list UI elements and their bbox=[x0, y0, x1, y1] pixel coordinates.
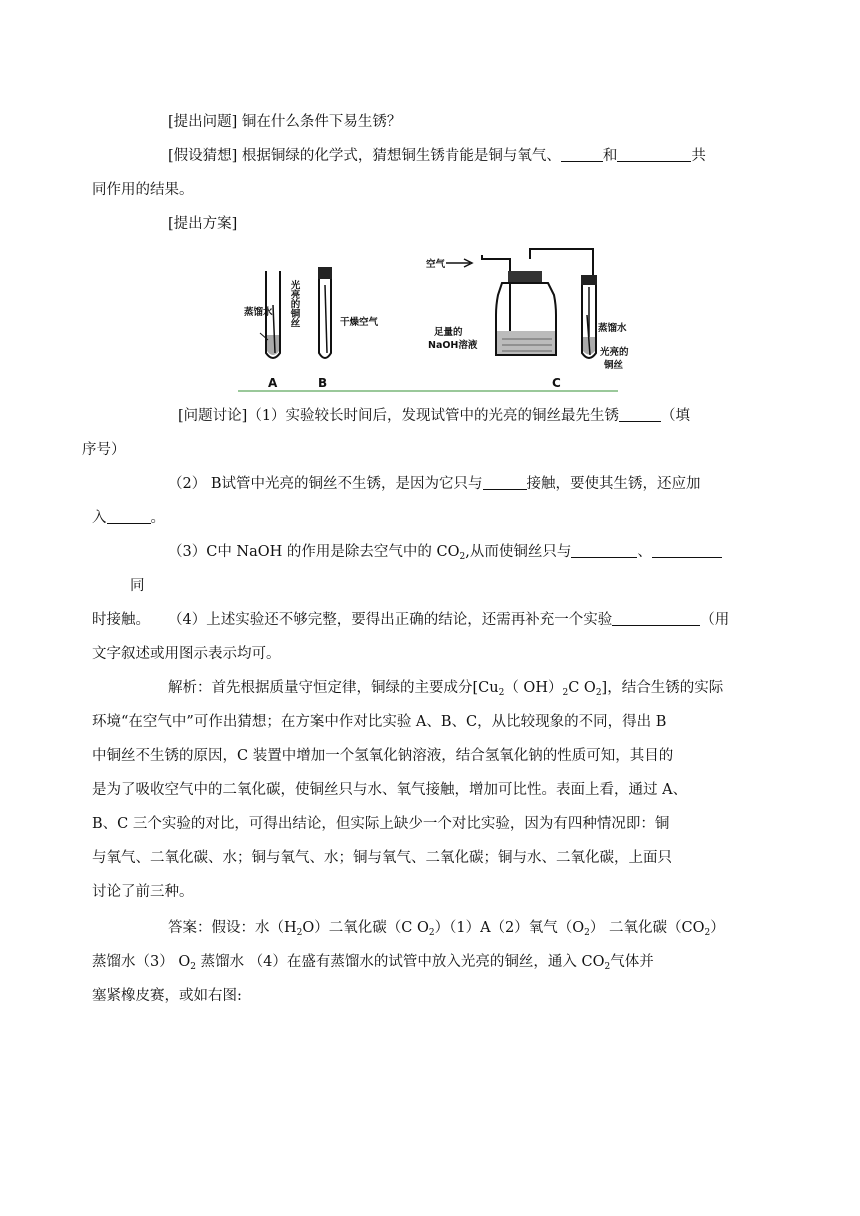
question-discussion-4: （4）上述实验还不够完整，要得出正确的结论，还需再补充一个实验 （用 文字叙述或用图示表示均可。 bbox=[130, 603, 730, 671]
blank-7 bbox=[652, 541, 722, 558]
label-copper-c-2: 铜丝 bbox=[604, 360, 624, 371]
question-problem: [提出问题] 铜在什么条件下易生锈？ bbox=[168, 114, 402, 130]
question-discussion-2: （2） B试管中光亮的铜丝不生锈，是因为它只与 接触，要使其生锈，还应加 入 。 bbox=[130, 467, 730, 535]
question-hypothesis: [假设猜想] 根据铜绿的化学式，猜想铜生锈肯能是铜与氧气、 和 共 同作用的结果。 bbox=[130, 139, 730, 207]
label-water-c: 蒸馏水 bbox=[598, 323, 627, 334]
question-discussion-1: [问题讨论]（1）实验较长时间后，发现试管中的光亮的铜丝最先生锈 （填 序号） bbox=[130, 399, 730, 467]
label-dry-air: 干燥空气 bbox=[340, 317, 379, 328]
blank-4 bbox=[483, 473, 527, 490]
answer-paragraph: 答案：假设：水$(H_2O)$二氧化碳（C $O_2)(1)A(2)$氧气$(O_2)$ 二氧化碳$(CO_2)$ 蒸馏水（3） $O_2$ 蒸馏水 （4）在盛有蒸馏水的试管中放入光亮的铜丝，通入 $CO_2$气体并 塞紧橡皮赛，或如右图: bbox=[92, 920, 725, 1004]
label-copper-a: 光亮的铜丝 bbox=[288, 280, 300, 328]
label-naoh-2: NaOH溶液 bbox=[428, 340, 478, 351]
question-plan: [提出方案] bbox=[168, 216, 238, 232]
blank-6 bbox=[571, 541, 637, 558]
blank-5 bbox=[107, 507, 151, 524]
label-water-a: 蒸馏水 bbox=[244, 307, 273, 318]
test-tube-b bbox=[318, 267, 332, 358]
letter-a: A bbox=[268, 376, 278, 390]
label-air: 空气 bbox=[426, 259, 446, 270]
letter-b: B bbox=[318, 376, 328, 390]
blank-1 bbox=[561, 145, 603, 162]
letter-c: C bbox=[552, 376, 561, 390]
blank-2 bbox=[617, 145, 691, 162]
question-discussion-3: （3）C中 NaOH 的作用是除去空气中的 $CO_2$,从而使铜丝只与 、同 时接触。 bbox=[130, 535, 730, 637]
label-naoh-1: 足量的 bbox=[434, 327, 463, 338]
blank-8 bbox=[612, 609, 700, 626]
analysis-paragraph: 解析：首先根据质量守恒定律，铜绿的主要成分[$Cu_2$（ $OH)_2C$ $O_2$]，结合生锈的实际 环境“在空气中”可作出猜想；在方案中作对比实验 A、B、C，从比较现象的不同，得出 B 中铜丝不生锈的原因，C 装置中增加一个氢氧化钠溶液，结合氢氧化钠的性质可知，其目的 是为了吸收空气中的二氧化碳，使铜丝只与水、氧气接触，增加可比性。表面上看，通过 A、 B、C 三个实验的对比，可得出结论，但实际上缺少一个对比实验，因为有四种情况即：铜 与氧气、二氧化碳、水；铜与氧气、水；铜与氧气、二氧化碳；铜与水、二氧化碳，上面只 讨论了前三种。 bbox=[92, 680, 724, 900]
experiment-figure bbox=[238, 245, 629, 393]
label-copper-c-1: 光亮的 bbox=[600, 347, 629, 358]
blank-3 bbox=[619, 405, 661, 422]
